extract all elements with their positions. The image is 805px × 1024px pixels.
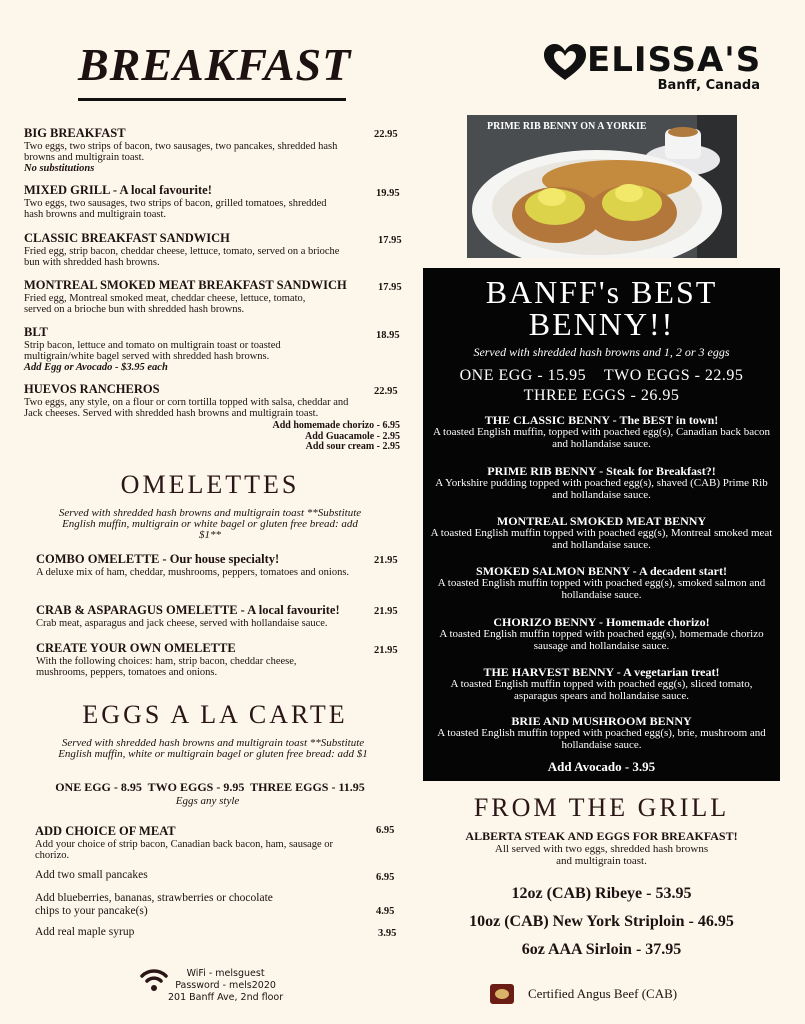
benny-avocado-addon: Add Avocado - 3.95 <box>547 759 656 774</box>
price: 21.95 <box>374 645 398 656</box>
benny-title: BANFF's BEST BENNY!! <box>485 274 718 342</box>
price: 19.95 <box>376 188 400 199</box>
brand-name: ELISSA'S <box>587 40 762 80</box>
menu-item-blt: BLT Strip bacon, lettuce and tomato on multigrain toast or toasted multigrain/white bagel served with shredded hash browns. Add Egg or Avocado - $3.95 each <box>24 325 281 373</box>
add-pancakes: Add two small pancakes <box>35 869 148 881</box>
benny-item-prime-rib: PRIME RIB BENNY - Steak for Breakfast?! A Yorkshire pudding topped with poached egg(s), shaved (CAB) Prime Rib and hollandaise sauce. <box>435 464 768 501</box>
price: 22.95 <box>374 129 398 140</box>
menu-item-add-meat: ADD CHOICE OF MEAT Add your choice of strip bacon, Canadian back bacon, ham, sausage or chorizo. <box>35 824 333 861</box>
price: 4.95 <box>376 906 395 917</box>
cab-note: Certified Angus Beef (CAB) <box>528 986 678 1001</box>
price: 18.95 <box>376 330 400 341</box>
benny-photo <box>467 115 737 258</box>
add-fruit: Add blueberries, bananas, strawberries or chocolate chips to your pancake(s) <box>35 892 273 917</box>
steak-sirloin: 6oz AAA Sirloin - 37.95 <box>521 941 682 958</box>
price: 21.95 <box>374 606 398 617</box>
photo-caption: PRIME RIB BENNY ON A YORKIE <box>487 121 647 132</box>
cab-logo-icon <box>489 983 515 1005</box>
eggs-subtitle: Served with shredded hash browns and multigrain toast **Substitute English muffin, white or multigrain bagel or gluten free bread: add $1 <box>58 737 368 760</box>
grill-heading: ALBERTA STEAK AND EGGS FOR BREAKFAST! <box>465 829 738 843</box>
benny-section <box>423 268 780 781</box>
menu-item-mixed-grill: MIXED GRILL - A local favourite! Two eggs, two sausages, two strips of bacon, grilled tomatoes, shredded hash browns and multigrain toast. <box>24 183 327 220</box>
price: 6.95 <box>376 872 395 883</box>
benny-item-classic: THE CLASSIC BENNY - The BEST in town! A toasted English muffin, topped with poached egg(s), Canadian back bacon and hollandaise sauce. <box>432 413 771 450</box>
menu-item-big-breakfast: BIG BREAKFAST Two eggs, two strips of bacon, two sausages, two pancakes, shredded hash browns and multigrain toast. No substitutions <box>24 126 338 174</box>
benny-served: Served with shredded hash browns and 1, 2 or 3 eggs <box>473 345 730 359</box>
grill-subtitle: All served with two eggs, shredded hash browns and multigrain toast. <box>494 843 709 867</box>
menu-item-combo-omelette: COMBO OMELETTE - Our house specialty! A deluxe mix of ham, cheddar, mushrooms, peppers, tomatoes and onions. <box>36 552 350 578</box>
omelettes-title: OMELETTES <box>120 470 300 499</box>
price: 3.95 <box>378 928 397 939</box>
add-syrup: Add real maple syrup <box>35 926 135 938</box>
benny-item-salmon: SMOKED SALMON BENNY - A decadent start! A toasted English muffin topped with poached egg(s), smoked salmon and hollandaise sauce. <box>437 564 766 601</box>
price: 17.95 <box>378 282 402 293</box>
benny-price-line: ONE EGG - 15.95 TWO EGGS - 22.95 <box>459 367 744 384</box>
price: 21.95 <box>374 555 398 566</box>
benny-item-harvest: THE HARVEST BENNY - A vegetarian treat! A toasted English muffin topped with poached egg(s), sliced tomato, asparagus spears and hollandaise sauce. <box>450 665 753 702</box>
price: 17.95 <box>378 235 402 246</box>
wifi-icon <box>140 966 168 994</box>
huevos-addons: Add homemade chorizo - 6.95 Add Guacamole - 2.95 Add sour cream - 2.95 <box>272 420 400 452</box>
menu-item-montreal-sandwich: MONTREAL SMOKED MEAT BREAKFAST SANDWICH Fried egg, Montreal smoked meat, cheddar cheese, lettuce, tomato, served on a brioche bun with shredded hash browns. <box>24 278 347 315</box>
wifi-info: WiFi - melsguest Password - mels2020 201 Banff Ave, 2nd floor <box>168 968 284 1003</box>
menu-item-crab-omelette: CRAB & ASPARAGUS OMELETTE - A local favourite! Crab meat, asparagus and jack cheese, served with hollandaise sauce. <box>36 603 340 629</box>
menu-item-create-omelette: CREATE YOUR OWN OMELETTE With the following choices: ham, strip bacon, cheddar cheese, mushrooms, peppers, tomatoes and onions. <box>36 641 297 678</box>
grill-title: FROM THE GRILL <box>473 793 730 822</box>
benny-item-brie: BRIE AND MUSHROOM BENNY A toasted English muffin topped with poached egg(s), brie, mushroom and hollandaise sauce. <box>437 714 766 751</box>
benny-item-montreal: MONTREAL SMOKED MEAT BENNY A toasted English muffin topped with poached egg(s), Montreal smoked meat and hollandaise sauce. <box>430 514 773 551</box>
egg-prices: ONE EGG - 8.95 TWO EGGS - 9.95 THREE EGGS - 11.95 <box>55 780 365 794</box>
eggs-title: EGGS A LA CARTE <box>82 700 348 729</box>
page-title: BREAKFAST <box>78 39 352 90</box>
eggs-any-style: Eggs any style <box>175 795 240 807</box>
restaurant-logo <box>543 42 763 98</box>
price: 22.95 <box>374 386 398 397</box>
benny-price-line: THREE EGGS - 26.95 <box>523 387 680 404</box>
title-underline <box>78 98 346 101</box>
omelettes-subtitle: Served with shredded hash browns and multigrain toast **Substitute English muffin, multigrain or white bagel or gluten free bread: add $1** <box>58 507 362 541</box>
menu-item-classic-sandwich: CLASSIC BREAKFAST SANDWICH Fried egg, strip bacon, cheddar cheese, lettuce, tomato, served on a brioche bun with shredded hash browns. <box>24 231 340 268</box>
price: 6.95 <box>376 825 395 836</box>
benny-photo-illustration <box>467 115 737 258</box>
steak-ribeye: 12oz (CAB) Ribeye - 53.95 <box>511 885 692 902</box>
heart-m-icon <box>543 44 587 82</box>
benny-item-chorizo: CHORIZO BENNY - Homemade chorizo! A toasted English muffin topped with poached egg(s), homemade chorizo sausage and hollandaise sauce. <box>439 615 764 652</box>
steak-striploin: 10oz (CAB) New York Striploin - 46.95 <box>469 913 734 930</box>
menu-item-huevos-rancheros: HUEVOS RANCHEROS Two eggs, any style, on a flour or corn tortilla topped with salsa, cheddar and Jack cheeses. Served with shredded hash browns and multigrain toast. <box>24 382 349 419</box>
brand-location: Banff, Canada <box>657 78 760 93</box>
